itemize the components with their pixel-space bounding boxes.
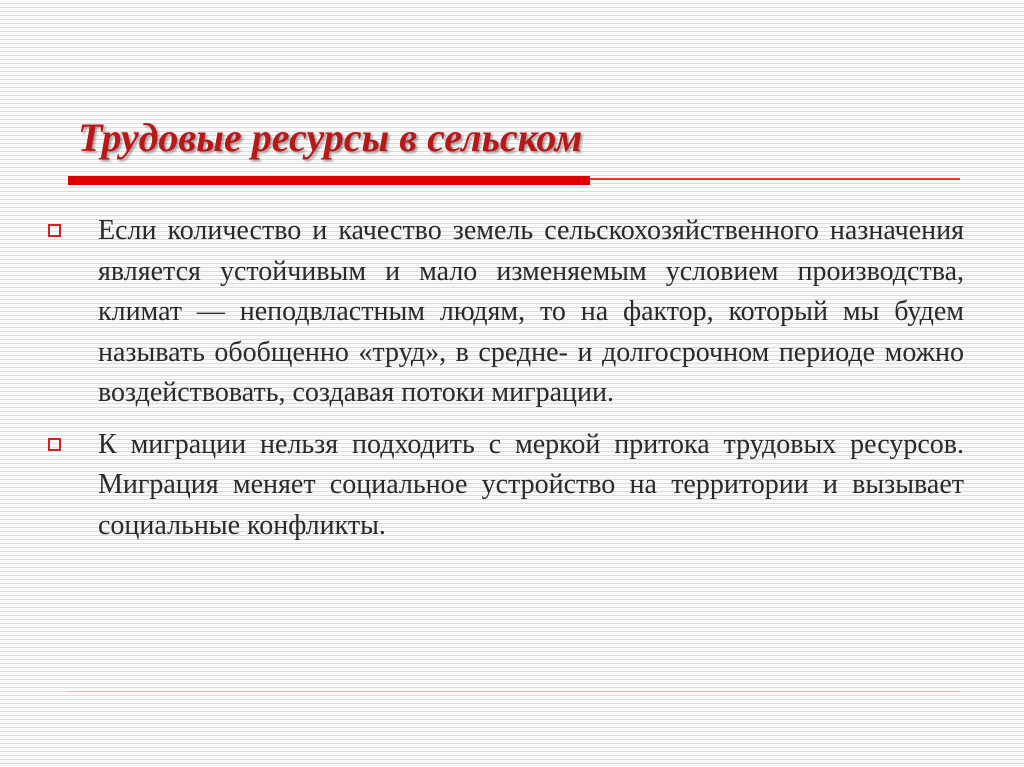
bullet-item xyxy=(44,425,964,547)
bullet-item xyxy=(44,211,964,414)
slide-body xyxy=(44,211,964,557)
bullet-text: К миграции нельзя подходить с меркой притока трудовых ресурсов. Миграция меняет социальное устройство на территории и вызывает социальные конфликты. xyxy=(98,428,964,541)
hollow-square-bullet-icon xyxy=(48,438,61,451)
title-underline-bar xyxy=(68,176,590,185)
slide-title: Трудовые ресурсы в сельском xyxy=(78,115,583,160)
bullet-text: Если количество и качество земель сельскохозяйственного назначения является устойчивым и мало изменяемым условием производства, климат — неподвластным людям, то на фактор, который мы будем называть обобщенно «труд», в средне- и долгосрочном периоде можно воздействовать, создавая потоки миграции. xyxy=(98,215,964,408)
hollow-square-bullet-icon xyxy=(48,224,61,237)
title-underline-thin xyxy=(590,178,960,180)
footer-divider xyxy=(68,691,960,692)
